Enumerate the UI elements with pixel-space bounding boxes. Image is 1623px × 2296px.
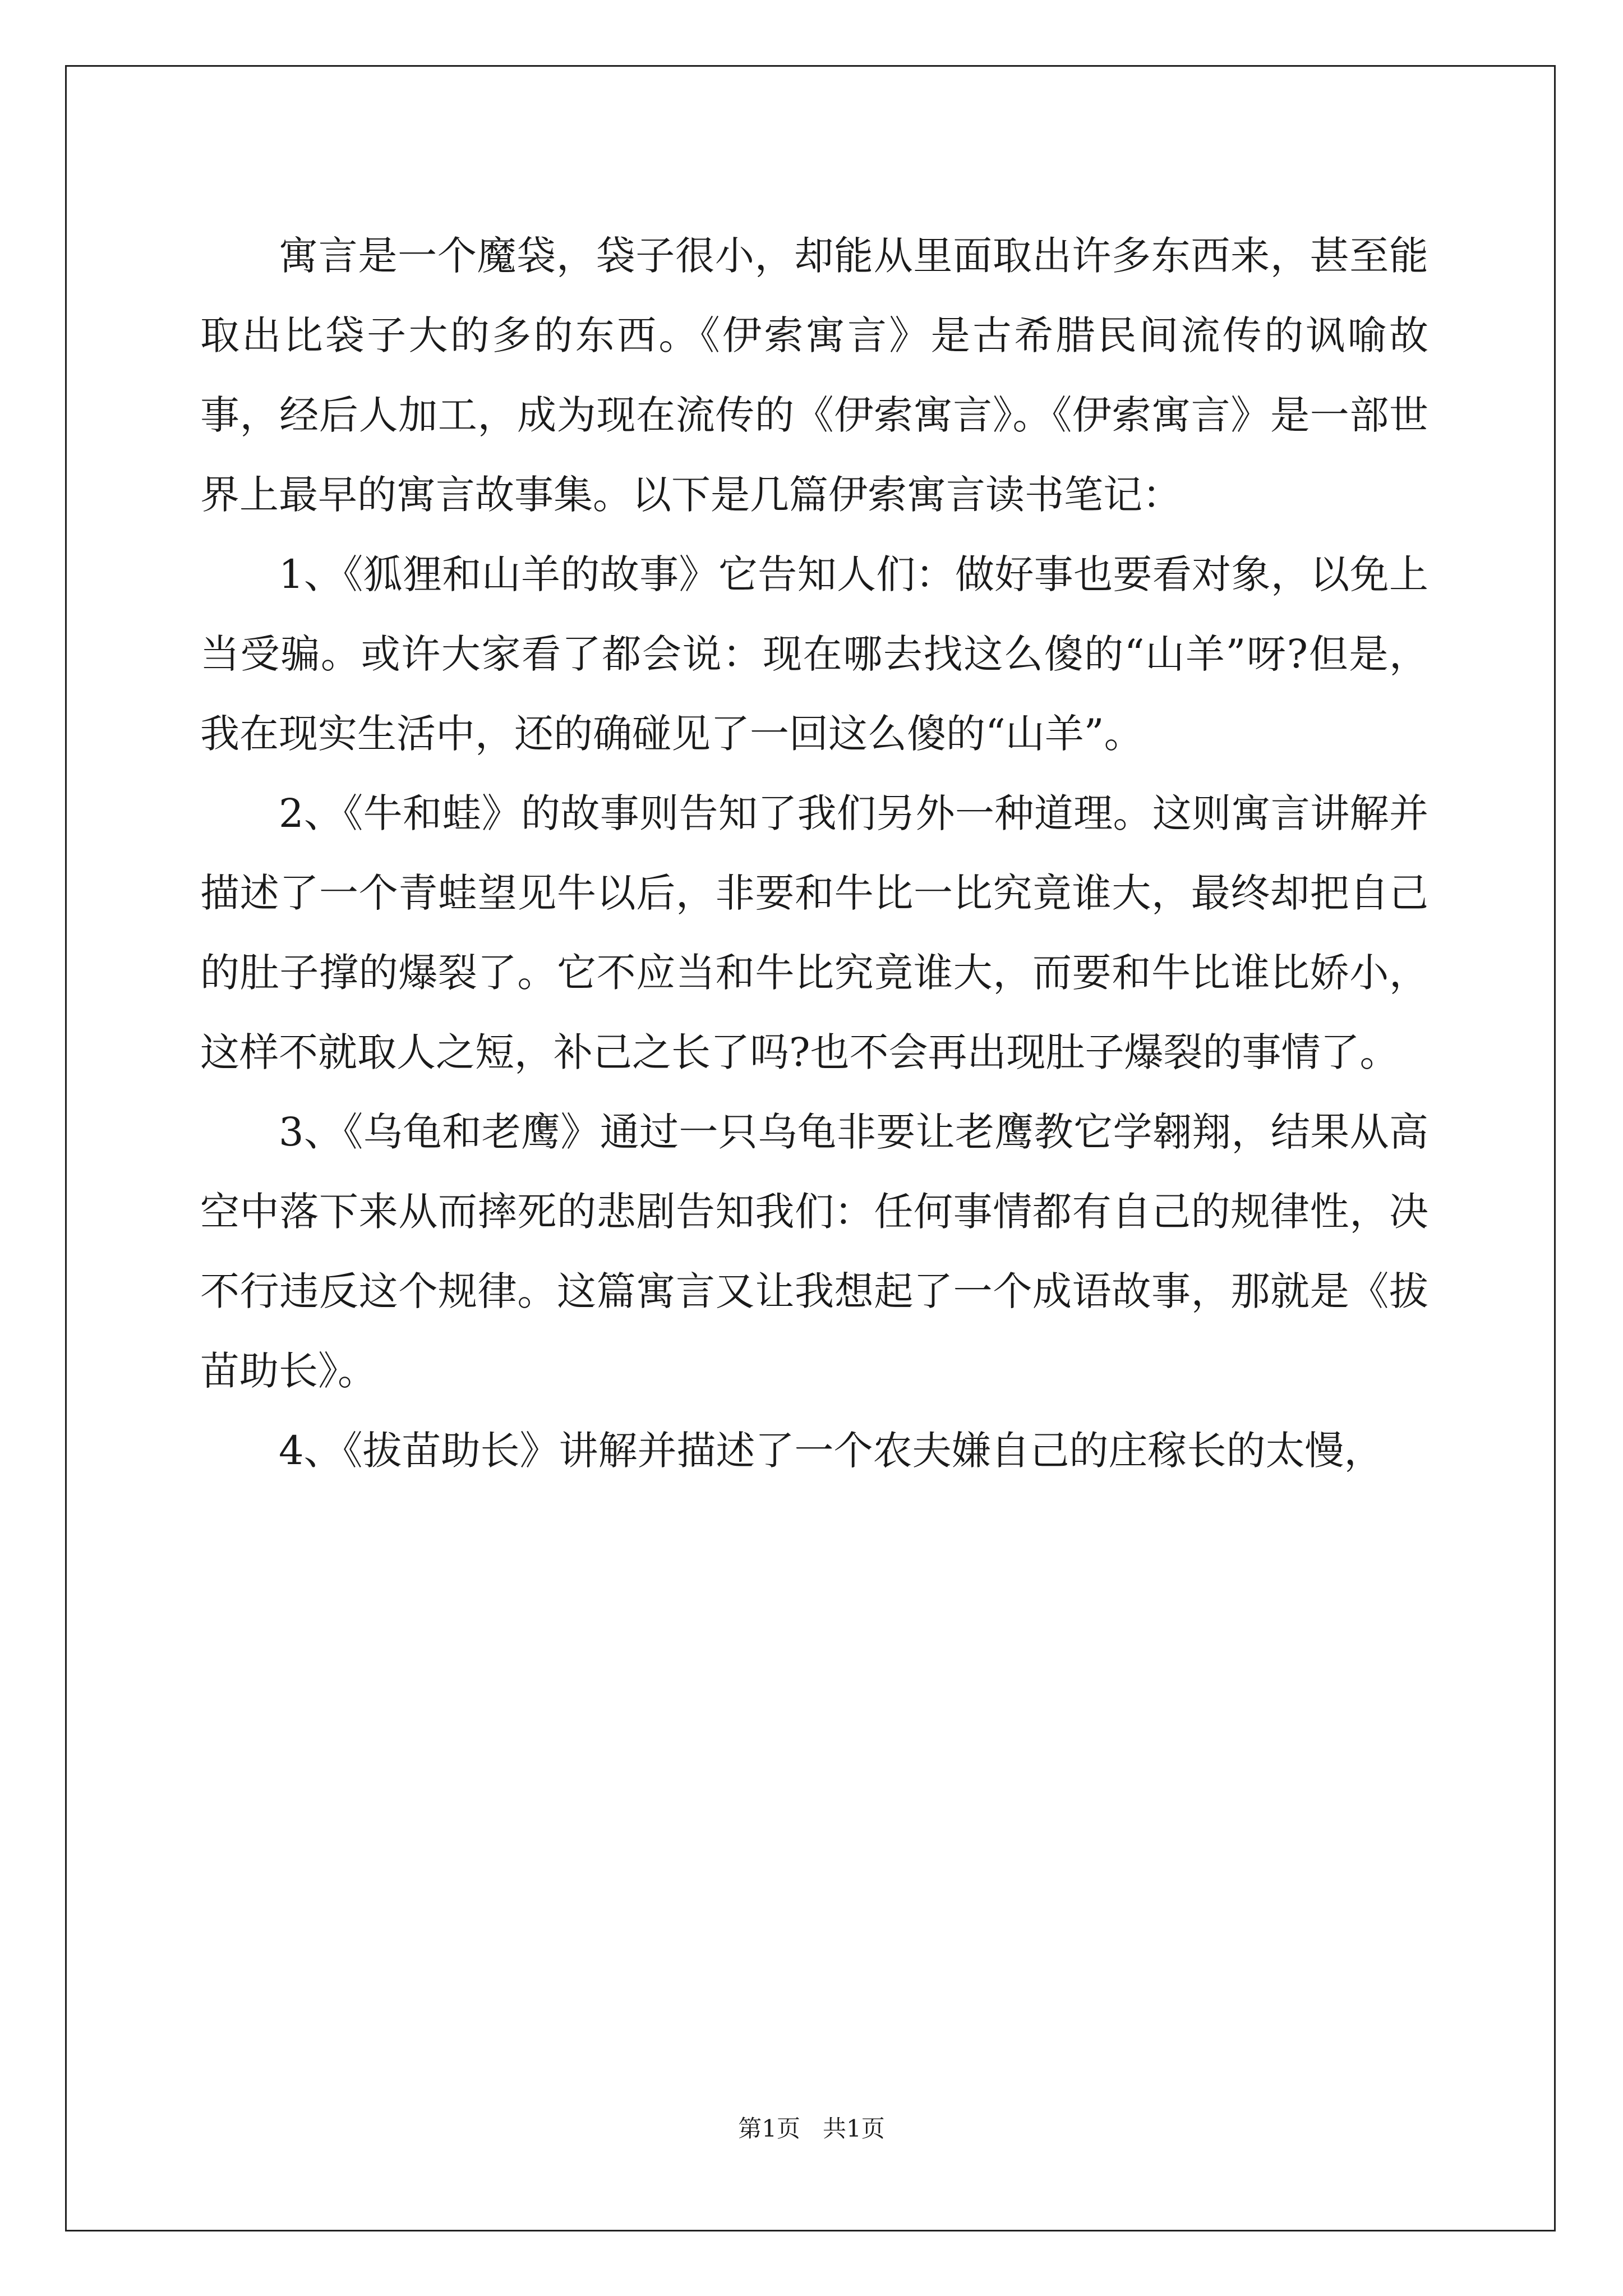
document-body <box>200 216 1428 1490</box>
paragraph-item-2: 2、《牛和蛙》的故事则告知了我们另外一种道理。这则寓言讲解并描述了一个青蛙望见牛以后，非要和牛比一比究竟谁大，最终却把自己的肚子撑的爆裂了。它不应当和牛比究竟谁大，而要和牛比谁比娇小，这样不就取人之短，补己之长了吗?也不会再出现肚子爆裂的事情了。 <box>200 790 1428 1075</box>
paragraph-intro: 寓言是一个魔袋，袋子很小，却能从里面取出许多东西来，甚至能取出比袋子大的多的东西。《伊索寓言》是古希腊民间流传的讽喻故事，经后人加工，成为现在流传的《伊索寓言》。《伊索寓言》是一部世界上最早的寓言故事集。以下是几篇伊索寓言读书笔记： <box>200 233 1428 518</box>
paragraph-item-3: 3、《乌龟和老鹰》通过一只乌龟非要让老鹰教它学翱翔，结果从高空中落下来从而摔死的悲剧告知我们：任何事情都有自己的规律性，决不行违反这个规律。这篇寓言又让我想起了一个成语故事，那就是《拔苗助长》。 <box>200 1109 1428 1394</box>
paragraph-item-1: 1、《狐狸和山羊的故事》它告知人们：做好事也要看对象，以免上当受骗。或许大家看了都会说：现在哪去找这么傻的“山羊”呀?但是，我在现实生活中，还的确碰见了一回这么傻的“山羊”。 <box>200 551 1428 757</box>
page-number-footer: 第1页 共1页 <box>738 2115 885 2142</box>
paragraph-item-4: 4、《拔苗助长》讲解并描述了一个农夫嫌自己的庄稼长的太慢， <box>279 1428 1384 1474</box>
